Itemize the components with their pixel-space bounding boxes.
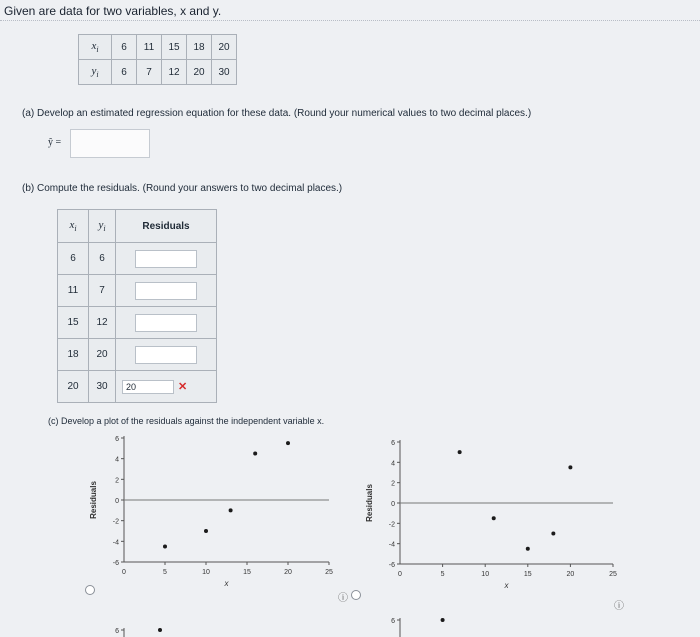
residuals-table <box>57 209 217 403</box>
x-tick-label: 0 <box>122 569 126 576</box>
data-point <box>253 452 257 456</box>
x-value: 18 <box>187 35 212 60</box>
x-tick-label: 10 <box>481 571 490 578</box>
x-tick-label: 0 <box>398 571 402 578</box>
row-x: 11 <box>58 275 89 307</box>
table-row <box>58 210 217 243</box>
x-tick-label: 5 <box>440 571 445 578</box>
question-title: Given are data for two variables, x and y. <box>4 4 222 18</box>
x-value: 11 <box>137 35 162 60</box>
row-y: 20 <box>89 339 116 371</box>
part-b-prompt: (b) Compute the residuals. (Round your answers to two decimal places.) <box>22 183 343 194</box>
table-row <box>79 60 237 85</box>
y-value: 12 <box>162 60 187 85</box>
y-tick-label: 2 <box>391 480 395 488</box>
part-a-prompt: (a) Develop an estimated regression equation for these data. (Round your numerical values to two decimal places.) <box>22 108 532 119</box>
residual-input[interactable] <box>135 314 197 332</box>
x-tick-label: 10 <box>202 569 210 576</box>
y-tick-label: 4 <box>391 460 395 468</box>
row-x: 6 <box>58 243 89 275</box>
data-point <box>229 508 233 512</box>
data-point <box>204 529 208 533</box>
y-tick-label: -4 <box>388 541 395 549</box>
data-table <box>78 34 237 85</box>
row-x: 18 <box>58 339 89 371</box>
y-value: 30 <box>212 60 237 85</box>
residuals-header: Residuals <box>116 210 217 243</box>
residual-plot-a[interactable] <box>84 430 344 588</box>
x-tick-label: 25 <box>325 569 333 576</box>
row-x: 20 <box>58 371 89 403</box>
info-icon[interactable]: ⓘ <box>614 601 624 612</box>
info-icon[interactable]: ⓘ <box>338 593 348 604</box>
yhat-label: ŷ = <box>48 137 62 148</box>
residual-input[interactable] <box>135 250 197 268</box>
residual-plot-d-partial[interactable] <box>360 612 620 637</box>
x-tick-label: 5 <box>163 569 167 576</box>
residual-cell <box>116 307 217 339</box>
residual-input[interactable] <box>135 282 197 300</box>
residual-cell <box>116 339 217 371</box>
table-row <box>58 243 217 275</box>
header-divider <box>0 20 700 21</box>
table-row <box>58 371 217 403</box>
data-point <box>492 516 496 520</box>
y-tick-label: 6 <box>391 618 395 625</box>
y-tick-label: 0 <box>391 501 395 508</box>
plot-option-radio[interactable] <box>85 585 95 595</box>
y-value: 6 <box>112 60 137 85</box>
data-point <box>458 450 462 454</box>
table-row <box>58 307 217 339</box>
y-axis-label: Residuals <box>365 484 374 522</box>
row-y: 12 <box>89 307 116 339</box>
residual-cell <box>116 243 217 275</box>
y-tick-label: 6 <box>115 628 119 635</box>
data-point <box>158 628 162 632</box>
y-tick-label: 2 <box>115 477 119 485</box>
residual-input[interactable]: 20 <box>122 380 174 394</box>
plot-option-radio[interactable] <box>351 590 361 600</box>
y-value: 20 <box>187 60 212 85</box>
y-tick-label: -6 <box>112 560 119 567</box>
residual-plot-b[interactable] <box>360 430 624 600</box>
x-header: $x_i$ <box>58 210 89 243</box>
x-value: 15 <box>162 35 187 60</box>
table-row <box>58 339 217 371</box>
data-point <box>568 465 572 469</box>
y-tick-label: 0 <box>115 498 119 505</box>
residual-cell <box>116 371 217 403</box>
data-point <box>551 532 555 536</box>
x-axis-label: x <box>224 579 229 588</box>
row-y: 6 <box>89 243 116 275</box>
x-value: 20 <box>212 35 237 60</box>
y-tick-label: -6 <box>388 562 395 569</box>
x-value: 6 <box>112 35 137 60</box>
x-tick-label: 15 <box>523 571 532 578</box>
residual-cell <box>116 275 217 307</box>
x-tick-label: 20 <box>284 569 292 576</box>
part-c-prompt: (c) Develop a plot of the residuals against the independent variable x. <box>48 416 325 426</box>
y-tick-label: 4 <box>115 456 119 464</box>
row-x: 15 <box>58 307 89 339</box>
y-tick-label: 6 <box>115 436 119 443</box>
residual-input[interactable] <box>135 346 197 364</box>
y-value: 7 <box>137 60 162 85</box>
regression-equation-input[interactable] <box>70 129 150 158</box>
x-header: $x_i$ <box>79 35 112 60</box>
x-tick-label: 25 <box>609 571 617 578</box>
y-tick-label: -2 <box>112 518 119 526</box>
row-y: 30 <box>89 371 116 403</box>
residual-plot-c-partial[interactable] <box>80 620 280 637</box>
incorrect-icon: ✕ <box>178 381 188 393</box>
y-header: $y_i$ <box>89 210 116 243</box>
data-point <box>526 547 530 551</box>
data-point <box>163 545 167 549</box>
y-header: $y_i$ <box>79 60 112 85</box>
table-row <box>79 35 237 60</box>
y-tick-label: -2 <box>388 521 395 529</box>
y-tick-label: -4 <box>112 539 119 547</box>
y-tick-label: 6 <box>391 440 395 447</box>
data-point <box>286 441 290 445</box>
x-axis-label: x <box>504 581 509 590</box>
table-row <box>58 275 217 307</box>
row-y: 7 <box>89 275 116 307</box>
data-point <box>441 618 445 622</box>
x-tick-label: 15 <box>243 569 251 576</box>
x-tick-label: 20 <box>566 571 575 578</box>
y-axis-label: Residuals <box>89 481 98 519</box>
